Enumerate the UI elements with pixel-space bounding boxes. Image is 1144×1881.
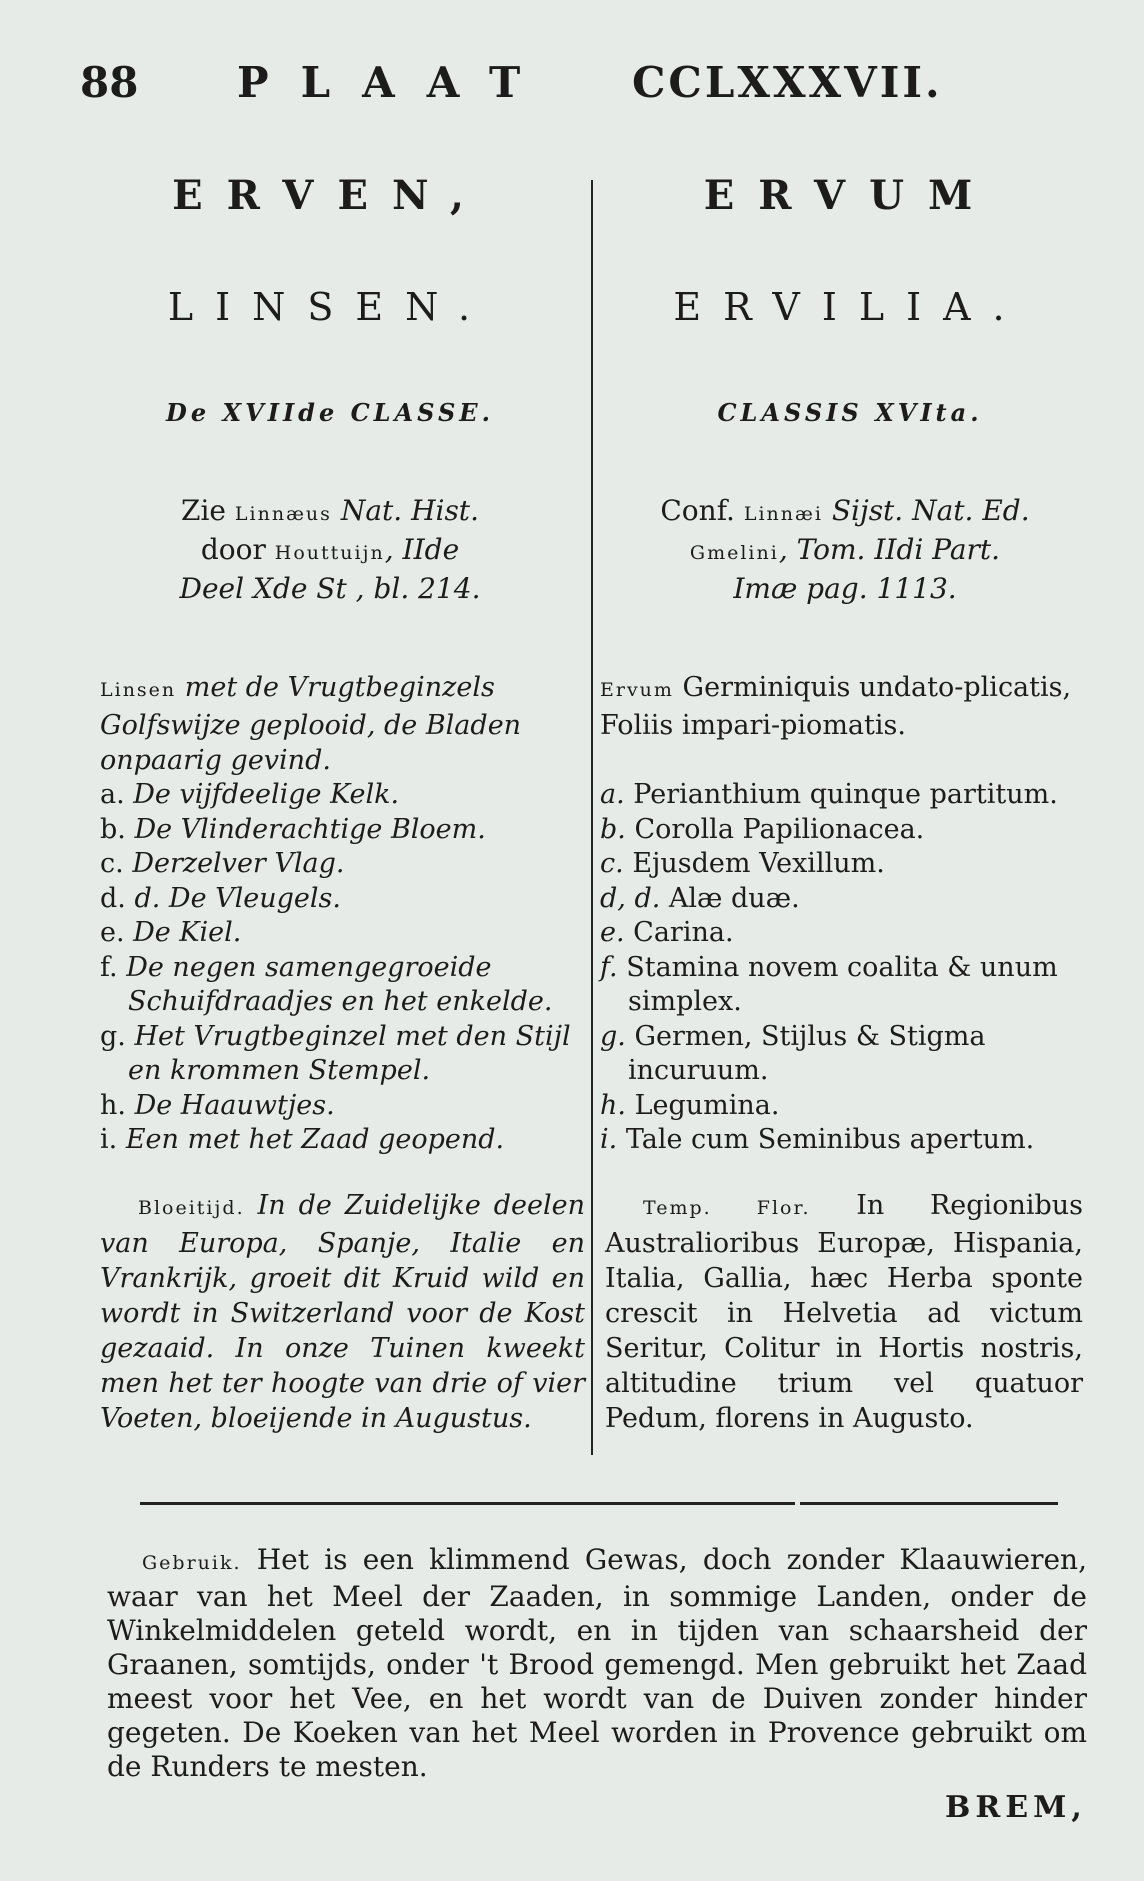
left-flowering-time: Bloeitijd. In de Zuidelijke deelen van Europa, Spanje, Italie en Vrankrijk, groeit dit Kruid wild en wordt in Switzerland voor de Kost gezaaid. In onze Tuinen kweekt men het ter hoogte van drie of vier Voeten, bloeijende in Augustus. [100,1190,585,1434]
list-item: b. De Vlinderachtige Bloem. [100,813,486,845]
gebruik-paragraph: Gebruik. Het is een klimmend Gewas, doch zonder Klaauwieren, waar van het Meel der Zaaden, in sommige Landen, onder de Winkelmiddelen geteld wordt, en in tijden van schaarsheid der Graanen, somtijds, onder 't Brood gemengd. Men gebruikt het Zaad meest voor het Vee, en het wordt van de Duiven zonder hinder gegeten. De Koeken van het Meel worden in Provence gebruikt om de Runders te mesten. [107,1543,1087,1783]
list-item: e. De Kiel. [100,917,242,948]
list-item: c. Ejusdem Vexillum. [600,848,885,879]
list-item: h. Legumina. [600,1089,780,1121]
left-item-list [100,778,590,1158]
list-item: g. Het Vrugtbeginzel met den Stijl en krommen Stempel. [100,1020,571,1086]
right-title-line2: ERVILIA. [673,285,1027,329]
plate-number: CCLXXXVII. [632,58,943,107]
list-item: a. Perianthium quinque partitum. [600,779,1058,810]
list-item: f. De negen samengegroeide Schuifdraadjes en het enkelde. [100,951,553,1017]
list-item: h. De Haauwtjes. [100,1089,335,1121]
list-item: c. Derzelver Vlag. [100,848,345,879]
list-item: b. Corolla Papilionacea. [600,813,925,845]
list-item: g. Germen, Stijlus & Stigma incuruum. [600,1020,986,1086]
right-description: Ervum Germiniquis undato-plicatis, Foliis impari-piomatis. [600,672,1072,741]
right-title-line1: ERVUM [703,172,997,219]
left-reference: Zie Linnæus Nat. Hist. door Houttuijn, IIde Deel Xde St , bl. 214. [179,494,481,605]
list-item: i. Tale cum Seminibus apertum. [600,1124,1035,1155]
left-description: Linsen met de Vrugtbeginzels Golfswijze geplooid, de Bladen onpaarig gevind. [100,672,522,776]
list-item: f. Stamina novem coalita & unum simplex. [600,951,1058,1017]
plate-label: PLAAT [237,58,553,107]
right-reference: Conf. Linnæi Sijst. Nat. Ed. Gmelini, Tom. IIdi Part. Imæ pag. 1113. [660,494,1030,605]
right-classis: CLASSIS XVIta. [717,398,983,427]
page-number: 88 [80,58,139,107]
list-item: d. d. De Vleugels. [100,882,341,914]
column-divider [591,180,593,1455]
right-item-list [600,778,1090,1158]
left-title-line1: ERVEN, [172,172,488,219]
list-item: e. Carina. [600,917,734,948]
horizontal-rule-right [800,1502,1058,1505]
list-item: i. Een met het Zaad geopend. [100,1124,505,1155]
horizontal-rule-left [140,1502,795,1505]
left-classe: De XVIIde CLASSE. [166,398,494,427]
catchword: BREM, [945,1790,1087,1825]
left-title-line2: LINSEN. [167,285,493,329]
right-flowering-time: Temp. Flor. In Regionibus Australioribus Europæ, Hispania, Italia, Gallia, hæc Herba sponte crescit in Helvetia ad victum Seritur, Colitur in Hortis nostris, altitudine trium vel quatuor Pedum, florens in Augusto. [605,1190,1083,1434]
list-item: d, d. Alæ duæ. [600,882,800,914]
list-item: a. De vijfdeelige Kelk. [100,779,400,810]
